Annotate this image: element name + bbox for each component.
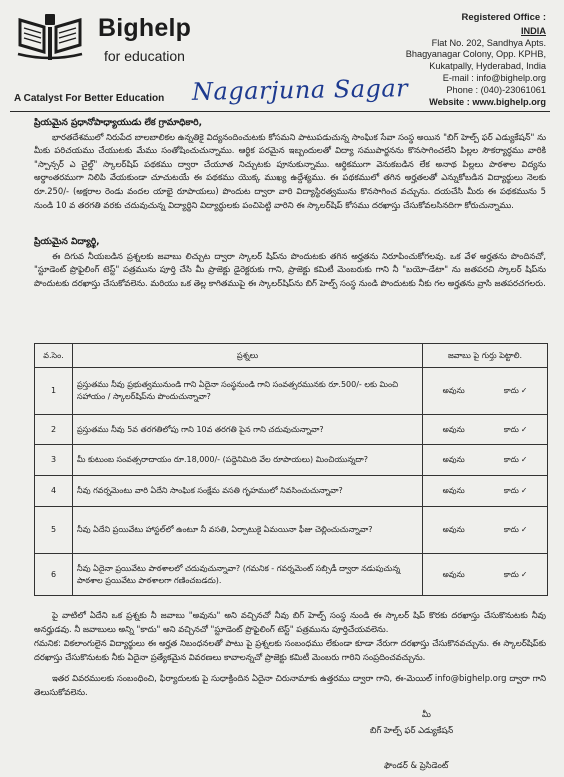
- table-row: [35, 445, 548, 476]
- table-header-row: [35, 344, 548, 368]
- office-address-line: Kukatpally, Hyderabad, India: [429, 61, 546, 72]
- office-website: Website : www.bighelp.org: [429, 96, 546, 107]
- brand-subtitle: for education: [104, 48, 185, 64]
- col-header-questions: ప్రశ్నలు: [73, 344, 423, 368]
- office-email: E-mail : info@bighelp.org: [442, 72, 546, 83]
- answer-cell: [423, 554, 548, 596]
- tick-mark-icon: ✓: [520, 386, 528, 395]
- row-number: 5: [35, 507, 73, 554]
- row-question: నీవు గవర్నమెంటు వారి ఏదేని సాంఘిక సంక్షేమ వసతి గృహములో నివసించుచున్నావా?: [73, 476, 423, 507]
- no-option[interactable]: కాదు ✓: [503, 486, 528, 495]
- disabled-students-note: గమనిక: వికలాంగులైన విద్యార్థులు ఈ అర్హత నిబంధనలతో పాటు పై ప్రశ్నలకు సంబంధము లేకుండా కూడా నేరుగా దరఖాస్తు చేసుకొనవచ్చును. ఈ స్కాలర్‌షిప్‌కు దరఖాస్తు చేసుకొనుటకు నీకు ఏదైనా ప్రత్యేకమైన వివరణలు కావాలన్నచో ప్రాజెక్టు కమిటీ మెంబరు గారిని సంప్రదించవచ్చును.: [34, 638, 546, 662]
- row-question: నీవు ఏదేని ప్రయివేటు హాస్టల్‌లో ఉంటూ నీ వసతి, ఏర్పాటుకై ఏమయినా ఫీజు చెల్లించుచున్నావా?: [73, 507, 423, 554]
- no-option[interactable]: కాదు ✓: [503, 424, 528, 434]
- answer-cell: [423, 415, 548, 445]
- tick-mark-icon: ✓: [520, 424, 528, 434]
- table-row: [35, 368, 548, 415]
- signoff-yours: మీ: [422, 709, 431, 719]
- signoff-role: ఫౌండర్ & ప్రెసిడెంట్: [384, 760, 449, 770]
- headmaster-paragraph: భారతదేశములో నిరుపేద బాలబాలికల ఉన్నతికై విద్యనందించుటకు కోసమని పాటుపడుచున్న సాంఘిక సేవా సంస్థ అయిన "బిగ్ హెల్ప్ ఫర్ ఎడ్యుకేషన్" ను మీకు పరిచయము చేయుటకు మేము సంతోషించుచున్నాము. ఆర్థిక పరమైన ఇబ్బందులతో విద్యా సముపార్జనను కొనసాగించలేని పిల్లల సౌకర్యార్ధము వారికి "స్పాన్సర్ ఎ చైల్డ్" స్కాలర్‌షిప్ పథకము ద్వారా చేయూత నిచ్చుటకు పూనుకున్నాము. ఆర్థికముగా వెనుకబడిన లేక అనాథ పిల్లలు పాఠశాల విద్యను అర్థాంతరముగా నిలిపి వేయకుండా చూచుటయే ఈ పథకము యొక్క ముఖ్య ఉద్దేశ్యము. ఈ పథకములో తగిన అర్హతలతో ఎన్నుకోబడిన విద్యార్థులు నెలకు రూ.250/- (అక్షరాల రెండు వందల యాభై రూపాయలు) పొందుట ద్వారా వారి విద్యాస్థిరత్వమును కొనసాగించ వచ్చును. దయచేసి మీరు ఈ పథకమును 5 నుండి 10 వ తరగతి వరకు చదువుచున్న విద్యార్థిని విద్యార్థులకు పంచిపెట్టి వారిని ఈ స్కాలర్‌షిప్ కోసము దరఖాస్తు చేసుకోవలసినదిగా కోరుచున్నాము.: [34, 131, 546, 210]
- yes-option[interactable]: అవును: [442, 386, 465, 395]
- student-salutation: ప్రియమైన విద్యార్థి,: [34, 237, 100, 247]
- row-question: ప్రస్తుతము నీవు 5వ తరగతిలోపు గాని 10వ తరగతి పైన గాని చదువుచున్నావా?: [73, 415, 423, 445]
- yes-option[interactable]: అవును: [442, 424, 465, 434]
- table-row: [35, 415, 548, 445]
- row-number: 6: [35, 554, 73, 596]
- answer-cell: [423, 507, 548, 554]
- contact-note: ఇతర వివరములకు సంబంధించి, ఫిర్యాదులకు పై సుధాక్రిందిన ఏదైనా చిరునామాకు ఉత్తరము ద్వారా గాని, ఈ-మెయిల్ info@bighelp.org ద్వారా గాని తెలుసుకోవలెను.: [34, 673, 546, 697]
- answer-cell: [423, 368, 548, 415]
- col-header-answer: జవాబు పై గుర్తు పెట్టాలి.: [423, 344, 548, 368]
- header-divider: [10, 111, 550, 112]
- eligibility-table: [34, 343, 548, 596]
- bighelp-logo-icon: [14, 12, 86, 62]
- tick-mark-icon: ✓: [520, 525, 528, 534]
- office-address-line: Bhagyanagar Colony, Opp. KPHB,: [405, 49, 546, 60]
- student-paragraph: ఈ దిగువ నీయబడిన ప్రశ్నలకు జవాబు లిచ్చుట ద్వారా స్కాలర్ షిప్‌ను పొందుటకు తగిన అర్హతను నిరూపించుకోగలవు. ఒక వేళ అర్హతను పొందినచో, "స్టూడెంట్ ప్రొఫైలింగ్ టెస్ట్" పత్రమును పూర్తి చేసి మీ ప్రాజెక్టు డైరెక్టరుకు గాని, ప్రాజెక్టు కమిటీ మెంబరుకు గాని నీ "బయో-డేటా" ను జతపరచి స్కాలర్ షిప్‌ను పొందుటకు దరఖాస్తు చేసుకోవలెను. మరియు ఒక తెల్ల కాగితముపై ఈ స్కాలర్‌షిప్‌ను బిగ్ హెల్ప్ సంస్థ నుండి పొందుటకు నీకు గల అర్హతను వ్రాసి జతపరచగలరు.: [34, 250, 546, 288]
- table-row: [35, 507, 548, 554]
- tick-mark-icon: ✓: [520, 486, 528, 495]
- registered-office-block: [376, 12, 546, 108]
- handwritten-location: Nagarjuna Sagar: [191, 74, 409, 106]
- yes-option[interactable]: అవును: [442, 455, 465, 464]
- tick-mark-icon: ✓: [520, 455, 528, 464]
- headmaster-section: [34, 117, 546, 212]
- office-country: INDIA: [520, 25, 546, 36]
- row-question: ప్రస్తుతము నీవు ప్రభుత్వమునుండి గాని ఏదైనా సంస్థనుండి గాని సంవత్సరమునకు రూ.500/- లకు మించి సహాయం / స్కాలర్‌షిప్‌ను పొందుచున్నావా?: [73, 368, 423, 415]
- table-row: [35, 554, 548, 596]
- row-number: 1: [35, 368, 73, 415]
- row-number: 2: [35, 415, 73, 445]
- row-question: మీ కుటుంబ సంవత్సరాదాయం రూ.18,000/- (పద్దెనిమిది వేల రూపాయలు) మించియున్నదా?: [73, 445, 423, 476]
- col-header-serial: వ.సెం.: [35, 344, 73, 368]
- yes-option[interactable]: అవును: [442, 525, 465, 534]
- student-section: [34, 236, 546, 290]
- no-option[interactable]: కాదు ✓: [503, 386, 528, 395]
- tagline: A Catalyst For Better Education: [14, 93, 165, 104]
- answer-cell: [423, 445, 548, 476]
- brand-name: Bighelp: [98, 14, 192, 42]
- row-question: నీవు ఏదైనా ప్రయివేటు పాఠశాలలో చదువుచున్నావా? (గమనిక - గవర్నమెంట్ సబ్సిడీ ద్వారా నడుపుచున్న పాఠశాల ప్రయివేటు పాఠశాలగా గణించబడదు).: [73, 554, 423, 596]
- yes-option[interactable]: అవును: [442, 569, 465, 579]
- no-option[interactable]: కాదు ✓: [503, 455, 528, 464]
- no-option[interactable]: కాదు ✓: [503, 525, 528, 534]
- office-address-line: Flat No. 202, Sandhya Apts.: [431, 37, 546, 48]
- row-number: 3: [35, 445, 73, 476]
- no-option[interactable]: కాదు ✓: [503, 569, 528, 579]
- office-title: Registered Office :: [461, 12, 546, 23]
- headmaster-salutation: ప్రియమైన ప్రధానోపాధ్యాయుడు లేక గ్రామాధికారి,: [34, 118, 203, 128]
- signoff-organization: బిగ్ హెల్ప్ ఫర్ ఎడ్యుకేషన్: [370, 725, 454, 735]
- table-row: [35, 476, 548, 507]
- office-phone: Phone : (040)-23061061: [446, 84, 546, 95]
- tick-mark-icon: ✓: [520, 569, 528, 579]
- yes-option[interactable]: అవును: [442, 486, 465, 495]
- answer-cell: [423, 476, 548, 507]
- row-number: 4: [35, 476, 73, 507]
- ineligibility-note: పై వాటిలో ఏదేని ఒక ప్రశ్నకు నీ జవాబు "అవును" అని వచ్చినచో నీవు బిగ్ హెల్ప్ సంస్థ నుండి ఈ స్కాలర్ షిప్ కొరకు దరఖాస్తు చేసుకొనుటకు నీవు అనర్హుడవు. నీ జవాబులు అన్ని "కాదు" అని వచ్చినచో "స్టూడెంట్ ప్రొఫైలింగ్ టెస్ట్" పత్రమును పూర్తిచేయవలెను.: [34, 610, 546, 634]
